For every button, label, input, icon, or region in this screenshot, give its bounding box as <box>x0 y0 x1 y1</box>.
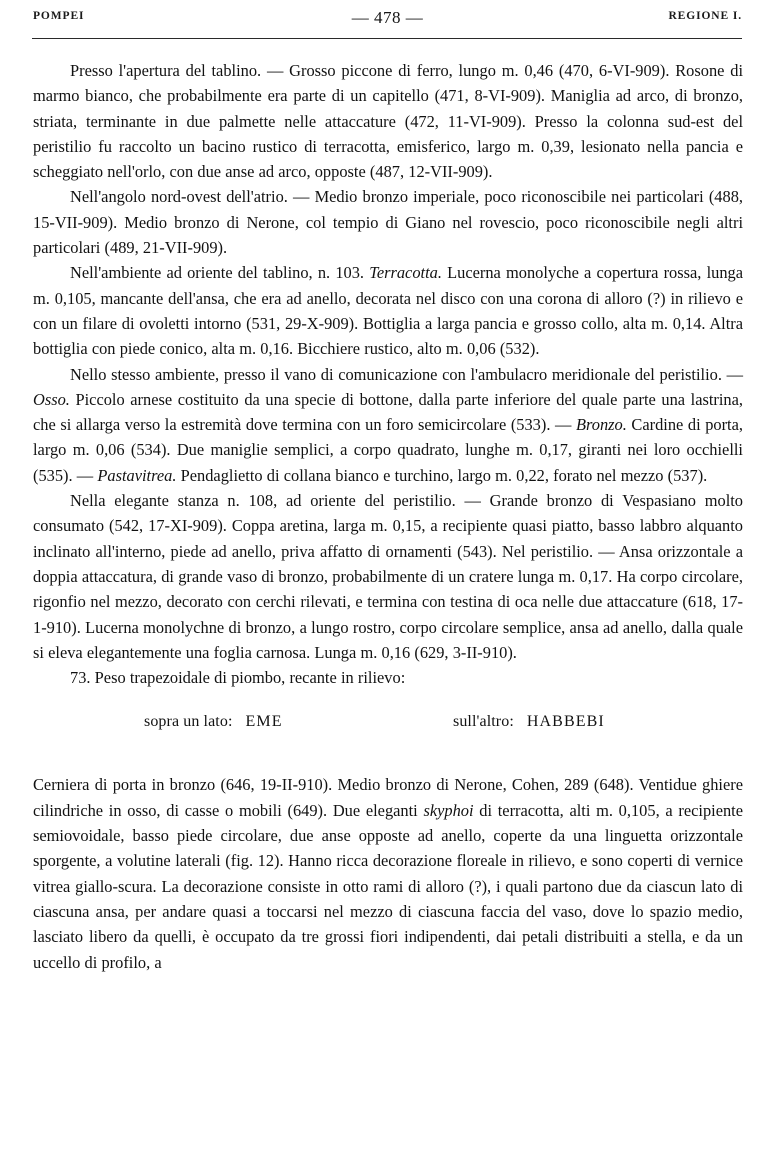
text-run: Nello stesso ambiente, presso il vano di comunicazione con l'ambulacro meridionale del peristilio. — <box>70 364 743 384</box>
text-run: Piccolo arnese costituito da una specie di bottone, dalla parte inferiore del quale parte una lastrina, che si allarga verso la estremità dove termina con un foro semicircolare (533). — <box>33 389 743 435</box>
para-ambiente-oriente-tablino <box>33 260 743 361</box>
text-run: Presso l'apertura del tablino. — Grosso piccone di ferro, lungo m. 0,46 (470, 6-VI-909). Rosone di marmo bianco, che probabilmente era parte di un capitello (471, 8-VI-909). Maniglia ad arco, di bronzo, striata, terminante in due palmette nelle attaccature (472, 11-VI-909). Presso la colonna sud-est del peristilio fu raccolto un bacino rustico di terracotta, emisferico, largo m. 0,39, lesionato nella pancia e scheggiato nell'orlo, con due anse ad arco, opposte (487, 12-VII-909). <box>33 61 743 182</box>
text-run: Cardine di porta, largo m. 0,06 (534). Due maniglie semplici, a corpo quadrato, lunghe m. 0,17, giranti nei loro occhielli (535). — <box>33 415 743 485</box>
text-run: di terracotta, alti m. 0,105, a recipiente semiovoidale, basso piede circolare, due anse opposte ad anello, coperte da una linguetta orizzontale sporgente, a volutine laterali (fig. 12). Hanno ricca decorazione floreale in rilievo, e sono coperti di vernice vitrea giallo-scura. La decorazione consiste in otto rami di alloro (?), i quali partono due da ciascun lato di ciascuna ansa, per andare quasi a toccarsi nel mezzo di ciascuna faccia del vaso, dove lo spazio medio, lasciato libero da quelli, è occupato da tre grossi fiori indipendenti, dai petali distribuiti a stella, e da un uccello di profilo, a <box>33 800 744 972</box>
text-run: Pendaglietto di collana bianco e turchino, largo m. 0,22, forato nel mezzo (537). <box>176 465 708 485</box>
inscription-spacer <box>33 748 743 772</box>
text-run: Nell'angolo nord-ovest dell'atrio. — Medio bronzo imperiale, poco riconoscibile nei particolari (488, 15-VII-909). Medio bronzo di Nerone, col tempio di Giano nel rovescio, poco riconoscibile negli altri particolari (489, 21-VII-909). <box>33 187 743 258</box>
document-body <box>33 58 743 975</box>
italic-term: Osso. <box>33 389 70 409</box>
italic-term: Pastavitrea. <box>97 465 177 485</box>
header-divider <box>32 38 742 39</box>
page-number: — 478 — <box>351 8 424 27</box>
paragraph-list <box>33 58 743 690</box>
inscription-side-two-label: sull'altro: <box>453 713 514 731</box>
italic-term: skyphoi <box>423 800 474 820</box>
para-stesso-ambiente-ambulacro <box>33 362 743 488</box>
text-run: Nell'ambiente ad oriente del tablino, n. 103. <box>70 263 370 283</box>
inscription-side-one-label: sopra un lato: <box>144 713 233 731</box>
running-head-site: POMPEI <box>33 10 85 22</box>
text-run: Cerniera di porta in bronzo (646, 19-II-910). Medio bronzo di Nerone, Cohen, 289 (648). Ventidue ghiere cilindriche in osso, di casse o mobili (649). Due eleganti <box>33 775 743 820</box>
para-tablino-apertura <box>33 58 743 184</box>
text-run: Nella elegante stanza n. 108, ad oriente del peristilio. — Grande bronzo di Vespasiano molto consumato (542, 17-XI-909). Coppa aretina, larga m. 0,15, a recipiente quasi piatto, basso labbro alquanto inclinato all'interno, piede ad anello, priva affatto di ornamenti (543). Nel peristilio. — Ansa orizzontale a doppia attaccatura, di grande vaso di bronzo, probabilmente di un cratere lunga m. 0,17. Ha corpo circolare, rigonfio nel mezzo, decorato con cerchi rilevati, e termina con testina di oca nelle due attaccature (618, 17-1-910). Lucerna monolychne di bronzo, a lungo rostro, corpo circolare semplice, ansa ad anello, dalla quale si eleva elegantemente una foglia carnosa. Lunga m. 0,16 (629, 3-II-910). <box>33 491 743 662</box>
inscription-side-one-value: EME <box>245 713 283 731</box>
para-cerniera-tail <box>33 772 743 974</box>
para-stanza-108 <box>33 488 743 665</box>
italic-term: Bronzo. <box>575 415 627 435</box>
text-run: Lucerna monolyche a copertura rossa, lunga m. 0,105, mancante dell'ansa, che era ad anello, decorata nel disco con una corona di alloro (?) in rilievo e con un filare di ovoletti intorno (531, 29-X-909). Bottiglia a larga pancia e grosso collo, alta m. 0,14. Altra bottiglia con piede conico, alta m. 0,16. Bicchiere rustico, alto m. 0,06 (532). <box>33 263 743 359</box>
para-angolo-nord-ovest <box>33 184 743 260</box>
italic-term: Terracotta. <box>369 263 442 283</box>
tail-paragraph-list <box>33 772 743 974</box>
inscription-block <box>33 690 743 748</box>
inscription-side-two <box>453 712 605 732</box>
text-run: 73. Peso trapezoidale di piombo, recante in rilievo: <box>70 668 406 688</box>
running-head-region: REGIONE I. <box>668 10 742 22</box>
running-head <box>33 10 742 30</box>
para-73-peso <box>33 665 743 690</box>
inscription-side-two-value: HABBEBI <box>526 713 605 731</box>
inscription-side-one <box>144 712 283 732</box>
